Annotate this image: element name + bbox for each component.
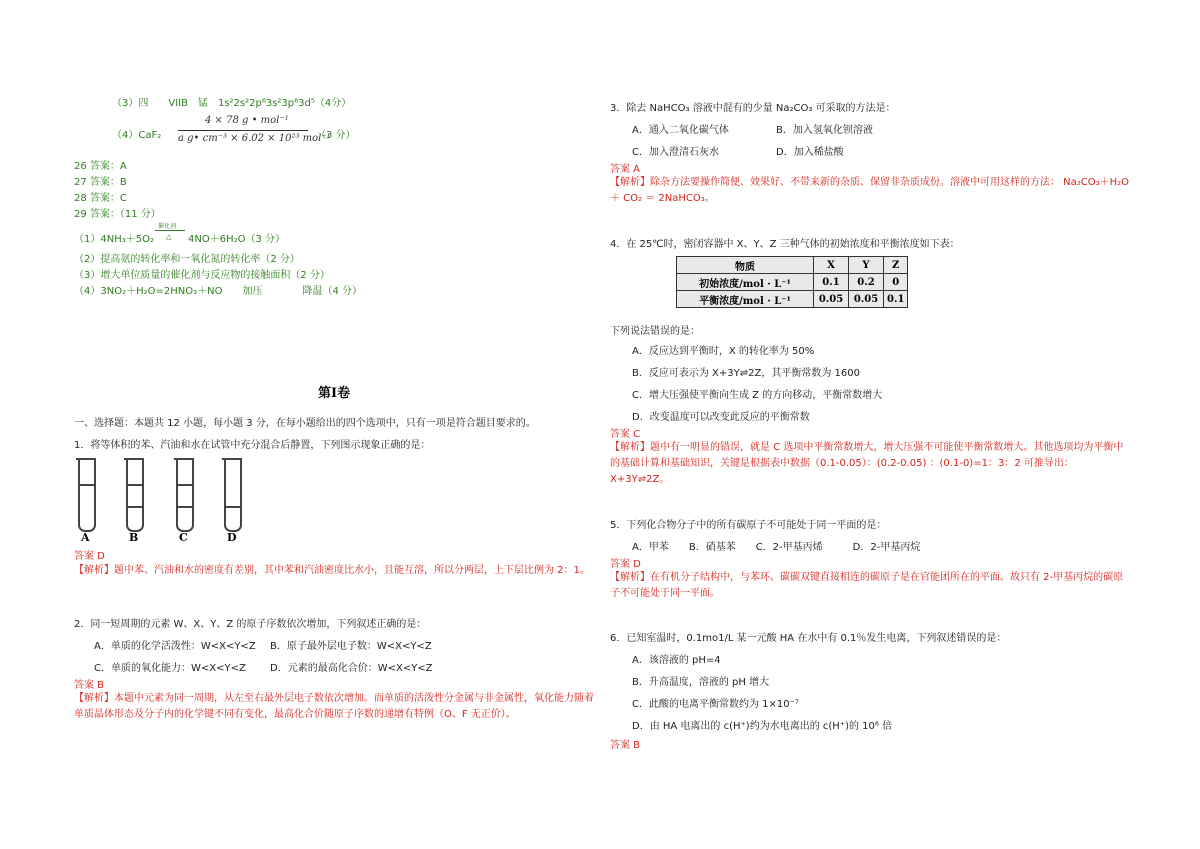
tube-label-a: A <box>81 531 90 544</box>
table-cell: 初始浓度/mol · L⁻¹ <box>677 274 814 291</box>
q4-answer: 答案 C <box>610 429 641 440</box>
q3-option-a: A．通入二氧化碳气体 <box>632 125 729 136</box>
test-tube-a <box>78 460 96 532</box>
question-2: 2．同一短周期的元素 W、X、Y、Z 的原子序数依次增加，下列叙述正确的是： <box>74 619 427 630</box>
q1-analysis: 【解析】题中苯、汽油和水的密度有差别，其中苯和汽油密度比水小，且能互溶，所以分两层，上下层比例为 2：1。 <box>74 565 590 576</box>
catalyst-label: 催化剂 <box>158 223 177 230</box>
answer-29-2: （2）提高氨的转化率和一氧化氮的转化率（2 分） <box>74 254 300 265</box>
table-cell: 0 <box>884 274 908 291</box>
q2-option-b: B．原子最外层电子数：W<X<Y<Z <box>270 641 432 652</box>
table-cell: 0.1 <box>884 291 908 308</box>
table-header-cell: 物质 <box>677 257 814 274</box>
answer-4-numerator: 4 × 78 g • mol⁻¹ <box>205 115 289 126</box>
question-4: 4．在 25℃时，密闭容器中 X、Y、Z 三种气体的初始浓度和平衡浓度如下表： <box>610 239 960 250</box>
table-cell: 0.05 <box>814 291 849 308</box>
q4-option-c: C．增大压强使平衡向生成 Z 的方向移动，平衡常数增大 <box>632 390 883 401</box>
question-1: 1．将等体积的苯、汽油和水在试管中充分混合后静置，下列图示现象正确的是： <box>74 440 431 451</box>
tube-label-b: B <box>129 531 139 544</box>
question-6: 6．已知室温时，0.1mo1/L 某一元酸 HA 在水中有 0.1％发生电离，下列叙述错误的是： <box>610 633 1007 644</box>
q4-stem: 下列说法错误的是： <box>610 326 700 337</box>
q2-option-a: A．单质的化学活泼性：W<X<Y<Z <box>94 641 256 652</box>
fraction-line <box>178 130 308 131</box>
test-tube-c <box>176 460 194 532</box>
answer-4-score: （3 分） <box>316 130 356 141</box>
answer-29-4: （4）3NO₂＋H₂O=2HNO₃＋NO 加压 降温（4 分） <box>74 286 362 297</box>
q4-analysis: 【解析】题中有一明显的错误，就是 C 选项中平衡常数增大，增大压强不可能使平衡常数增大。其他选项均为平衡中的基础计算和基础知识，关键是根据表中数据（0.1-0.05）：(0.2-0.05) ：(0.1-0)=1：3：2 可推导出：X+3Y⇌2Z。 <box>610 442 1124 485</box>
q6-option-a: A．该溶液的 pH=4 <box>632 655 721 666</box>
answer-29-1-right: 4NO＋6H₂O（3 分） <box>188 234 286 245</box>
answer-26: 26 答案：A <box>74 161 127 172</box>
q4-option-a: A．反应达到平衡时，X 的转化率为 50% <box>632 346 815 357</box>
table-cell: 0.1 <box>814 274 849 291</box>
table-header-cell: Z <box>884 257 908 274</box>
answer-29: 29 答案：（11 分） <box>74 209 161 220</box>
q3-option-c: C．加入澄清石灰水 <box>632 147 719 158</box>
q2-option-d: D．元素的最高化合价：W<X<Y<Z <box>270 663 433 674</box>
test-tube-d <box>224 460 242 532</box>
q5-options: A．甲苯 B．硝基苯 C．2-甲基丙烯 D．2-甲基丙烷 <box>632 542 921 553</box>
q3-option-d: D．加入稀盐酸 <box>776 147 844 158</box>
table-cell: 0.2 <box>849 274 884 291</box>
q6-option-b: B．升高温度，溶液的 pH 增大 <box>632 677 770 688</box>
q1-answer: 答案 D <box>74 551 105 562</box>
q3-option-b: B．加入氢氧化钡溶液 <box>776 125 873 136</box>
answer-29-3: （3）增大单位质量的催化剂与反应物的接触面积（2 分） <box>74 270 330 281</box>
question-3: 3．除去 NaHCO₃ 溶液中混有的少量 Na₂CO₃ 可采取的方法是： <box>610 103 896 114</box>
q2-option-c: C．单质的氧化能力：W<X<Y<Z <box>94 663 246 674</box>
q4-option-b: B．反应可表示为 X+3Y⇌2Z，其平衡常数为 1600 <box>632 368 860 379</box>
q6-option-d: D．由 HA 电离出的 c(H⁺)约为水电离出的 c(H⁺)的 10⁶ 倍 <box>632 721 893 732</box>
q4-option-d: D．改变温度可以改变此反应的平衡常数 <box>632 412 810 423</box>
answer-4-label: （4）CaF₂ <box>112 130 162 141</box>
table-header-cell: Y <box>849 257 884 274</box>
tube-label-d: D <box>227 531 237 544</box>
question-5: 5．下列化合物分子中的所有碳原子不可能处于同一平面的是： <box>610 520 887 531</box>
section-intro: 一、选择题：本题共 12 小题，每小题 3 分，在每小题给出的四个选项中，只有一项是符合题目要求的。 <box>74 418 536 429</box>
answer-29-1-left: （1）4NH₃＋5O₂ <box>74 234 154 245</box>
q5-answer: 答案 D <box>610 559 641 570</box>
q2-answer: 答案 B <box>74 680 105 691</box>
table-cell: 平衡浓度/mol · L⁻¹ <box>677 291 814 308</box>
table-header-cell: X <box>814 257 849 274</box>
q3-answer: 答案 A <box>610 164 641 175</box>
answer-4-denominator: a g• cm⁻³ × 6.02 × 10²³ mol⁻¹ <box>178 133 331 144</box>
q6-answer: 答案 B <box>610 740 641 751</box>
q5-analysis: 【解析】在有机分子结构中，与苯环、碳碳双键直接相连的碳原子是在官能团所在的平面。故只有 2-甲基丙烷的碳原子不可能处于同一平面。 <box>610 572 1124 599</box>
heat-label: △ <box>166 233 172 241</box>
q6-option-c: C．此酸的电离平衡常数约为 1×10⁻⁷ <box>632 699 799 710</box>
answer-3: （3）四 VIIB 锰 1s²2s²2p⁶3s²3p⁶3d⁵（4分） <box>112 98 352 109</box>
test-tube-b <box>126 460 144 532</box>
concentration-table <box>676 256 908 308</box>
q3-analysis: 【解析】除杂方法要操作简便、效果好、不带来新的杂质、保留非杂质成份。溶液中可用这样的方法： Na₂CO₃＋H₂O ＋ CO₂ ＝ 2NaHCO₃。 <box>610 177 1130 204</box>
q2-analysis: 【解析】本题中元素为同一周期，从左至右最外层电子数依次增加。而单质的活泼性分金属与非金属性，氧化能力随着单质晶体形态及分子内的化学键不同有变化，最高化合价随原子序数的递增有特例（O、F 无正价）。 <box>74 693 594 720</box>
reaction-arrow <box>155 230 185 231</box>
answer-27: 27 答案：B <box>74 177 127 188</box>
table-cell: 0.05 <box>849 291 884 308</box>
answer-28: 28 答案：C <box>74 193 127 204</box>
tube-label-c: C <box>179 531 188 544</box>
section-title: 第Ⅰ卷 <box>318 386 351 401</box>
